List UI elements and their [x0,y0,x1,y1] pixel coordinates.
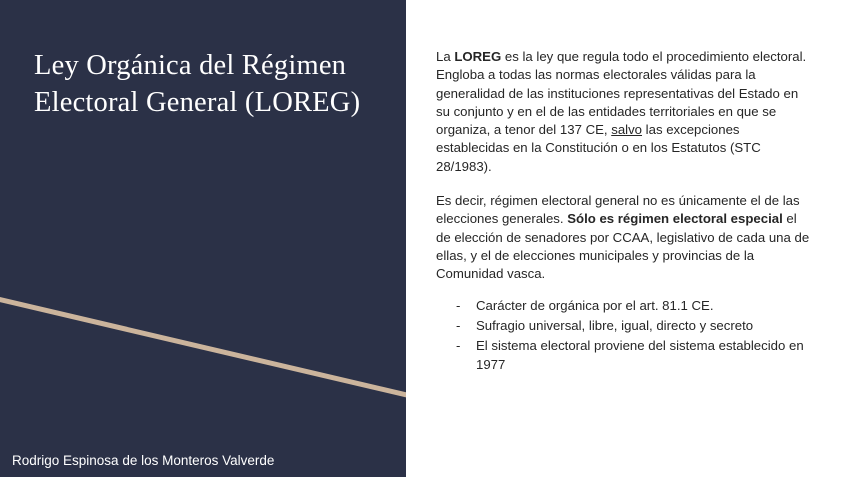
slide-body [436,48,812,375]
list-item [436,297,812,316]
paragraph-1-part-3: las excepciones establecidas en la Constitución o en los Estatutos (STC 28/1983). [436,122,761,174]
paragraph-1-part-2: es la ley que regula todo el procedimiento electoral. Engloba a todas las normas electorales válidas para la generalidad de las instituciones representativas del Estado en su conjunto y en el de las entidades territoriales en que se organiza, a tenor del 137 CE, [436,49,807,138]
title-panel [0,0,406,477]
paragraph-2 [436,192,812,283]
paragraph-1-bold-loreg: LOREG [454,49,502,64]
accent-diagonal-line [0,290,406,402]
list-item-label: El sistema electoral proviene del sistema establecido en 1977 [476,337,804,372]
paragraph-2-part-1: Es decir, régimen electoral general no es únicamente el de las elecciones generales. [436,192,800,227]
list-item [436,317,812,336]
list-item [436,337,812,374]
bullet-dash-icon: - [456,298,461,314]
page-title: Ley Orgánica del Régimen Electoral General (LOREG) [34,50,361,119]
paragraph-2-bold-regimen-especial: Sólo es régimen electoral especial [567,211,783,227]
list-item-label: Carácter de orgánica por el art. 81.1 CE. [476,298,714,314]
panel-divider [406,0,416,477]
list-item-label: Sufragio universal, libre, igual, directo y secreto [476,318,754,334]
paragraph-1-underline-salvo: salvo [611,122,643,138]
paragraph-1-part-1: La [436,49,455,64]
bullet-list [436,297,812,374]
bullet-dash-icon: - [456,337,461,353]
bullet-dash-icon: - [456,318,461,334]
author-credit: Rodrigo Espinosa de los Monteros Valverde [12,452,275,468]
paragraph-1 [436,48,812,176]
paragraph-2-part-2: el de elección de senadores por CCAA, legislativo de cada una de ellas, y el de elecciones municipales y provincias de la Comunidad vasca. [436,211,810,282]
